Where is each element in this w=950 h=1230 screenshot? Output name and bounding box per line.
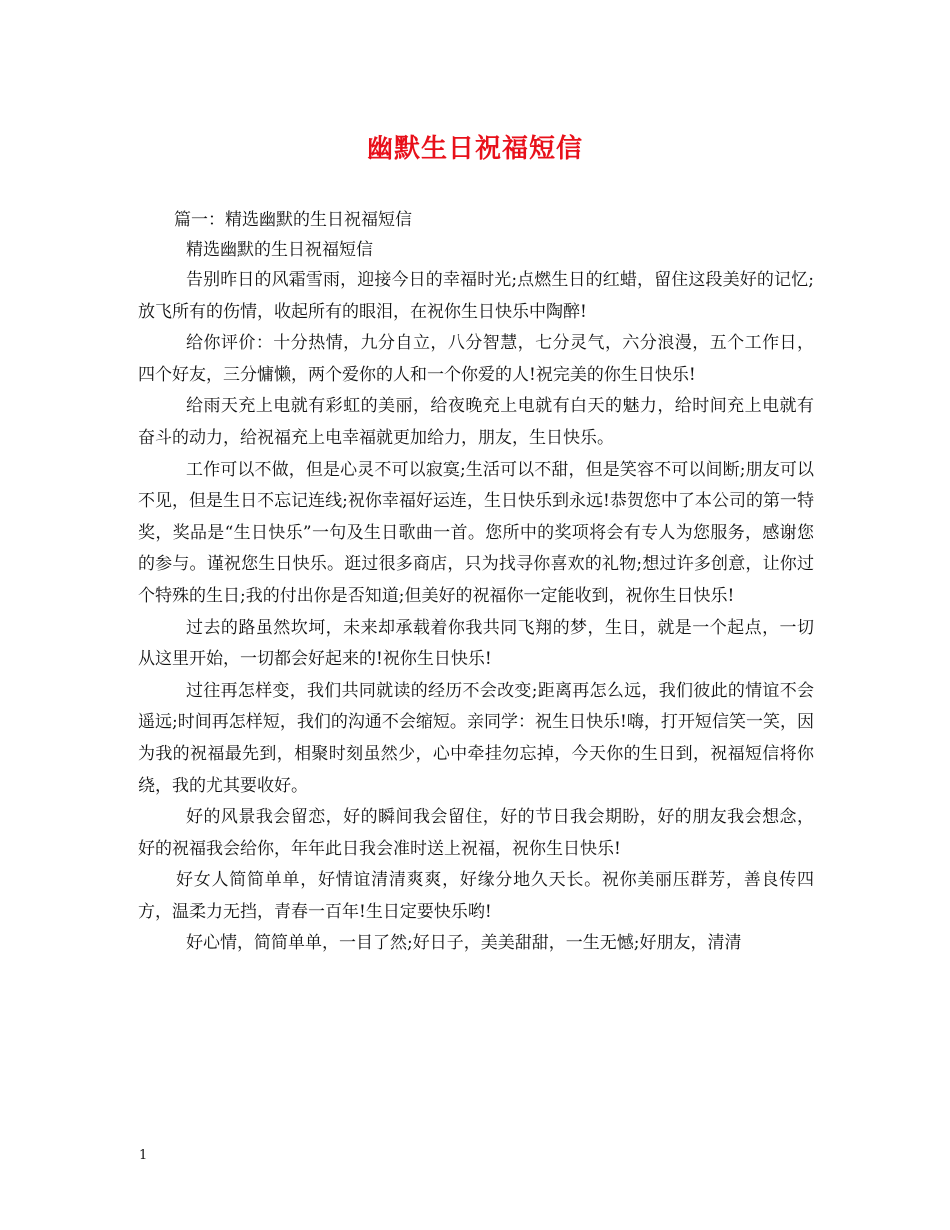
paragraph: 给雨天充上电就有彩虹的美丽，给夜晚充上电就有白天的魅力，给时间充上电就有奋斗的动力，给祝福充上电幸福就更加给力，朋友，生日快乐。 [138,396,814,448]
paragraph: 好女人简简单单，好情谊清清爽爽，好缘分地久天长。祝你美丽压群芳，善良传四方，温柔力无挡，青春一百年!生日定要快乐哟! [138,870,814,922]
paragraph: 过去的路虽然坎坷，未来却承载着你我共同飞翔的梦，生日，就是一个起点，一切从这里开始，一切都会好起来的!祝你生日快乐! [138,617,814,670]
document-body [138,205,814,960]
paragraph: 给你评价：十分热情，九分自立，八分智慧，七分灵气，六分浪漫，五个工作日，四个好友，三分慵懒，两个爱你的人和一个你爱的人!祝完美的你生日快乐! [138,333,814,385]
paragraph: 告别昨日的风霜雪雨，迎接今日的幸福时光;点燃生日的红蜡，留住这段美好的记忆;放飞所有的伤情，收起所有的眼泪，在祝你生日快乐中陶醉! [138,270,814,322]
paragraph: 好的风景我会留恋，好的瞬间我会留住，好的节日我会期盼，好的朋友我会想念，好的祝福我会给你，年年此日我会准时送上祝福，祝你生日快乐! [138,807,814,859]
paragraph: 工作可以不做，但是心灵不可以寂寞;生活可以不甜，但是笑容不可以间断;朋友可以不见，但是生日不忘记连线;祝你幸福好运连，生日快乐到永远!恭贺您中了本公司的第一特奖，奖品是“生日快乐”一句及生日歌曲一首。您所中的奖项将会有专人为您服务，感谢您的参与。谨祝您生日快乐。逛过很多商店，只为找寻你喜欢的礼物;想过许多创意，让你过个特殊的生日;我的付出你是否知道;但美好的祝福你一定能收到，祝你生日快乐! [138,459,814,606]
sub-heading: 精选幽默的生日祝福短信 [186,240,373,260]
paragraph: 好心情，简简单单，一目了然;好日子，美美甜甜，一生无憾;好朋友，清清 [186,933,742,954]
page-number: 1 [139,1148,148,1163]
section-heading: 篇一：精选幽默的生日祝福短信 [174,210,412,230]
page-title: 幽默生日祝福短信 [366,134,583,164]
paragraph: 过往再怎样变，我们共同就读的经历不会改变;距离再怎么远，我们彼此的情谊不会遥远;时间再怎样短，我们的沟通不会缩短。亲同学：祝生日快乐!嗨，打开短信笑一笑，因为我的祝福最先到，相聚时刻虽然少，心中牵挂勿忘掉，今天你的生日到，祝福短信将你绕，我的尤其要收好。 [138,680,814,796]
